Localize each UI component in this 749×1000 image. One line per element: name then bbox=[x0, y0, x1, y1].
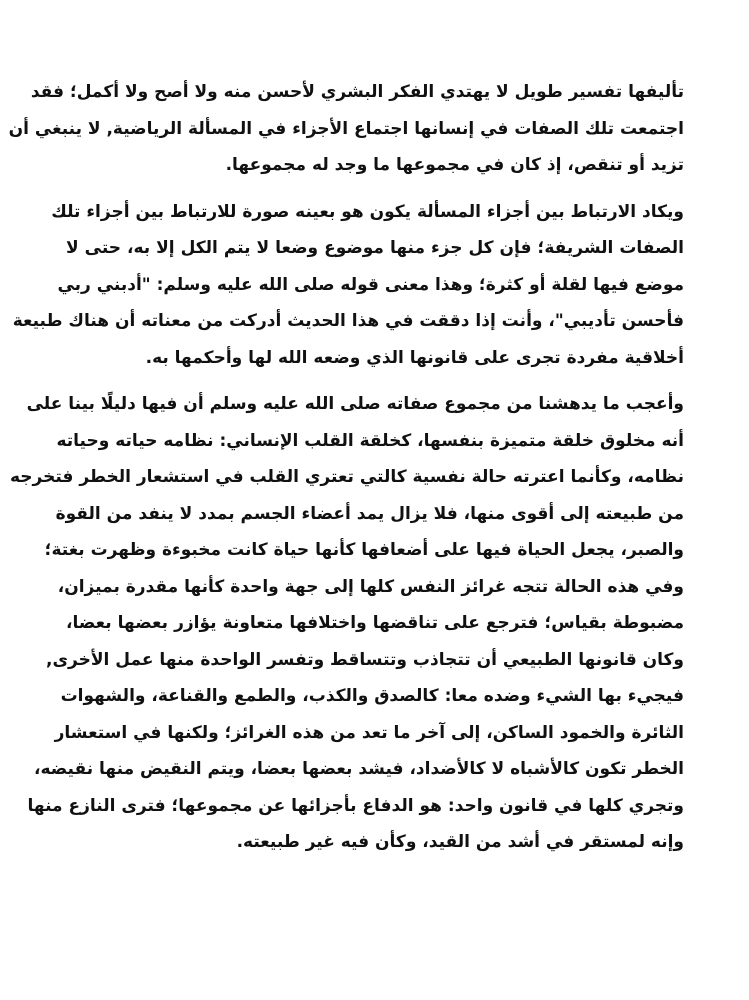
document-page bbox=[8, 74, 684, 871]
paragraph-line: مضبوطة بقياس؛ فترجع على تناقضها واختلافها متعاونة يؤازر بعضها بعضا، bbox=[66, 613, 684, 633]
paragraph-line: وتجري كلها في قانون واحد: هو الدفاع بأجزائها عن مجموعها؛ فترى النازع منها bbox=[27, 795, 684, 816]
paragraph-line: والصبر، يجعل الحياة فيها على أضعافها كأنها حياة كانت مخبوءة وظهرت بغتة؛ bbox=[44, 540, 684, 560]
paragraph-line: موضع فيها لقلة أو كثرة؛ وهذا معنى قوله صلى الله عليه وسلم: "أدبني ربي bbox=[57, 274, 684, 295]
paragraph-line: تأليفها تفسير طويل لا يهتدي الفكر البشري لأحسن منه ولا أصح ولا أكمل؛ فقد bbox=[30, 82, 684, 102]
paragraph-3 bbox=[9, 386, 684, 861]
paragraph-line: اجتمعت تلك الصفات في إنسانها اجتماع الأجزاء في المسألة الرياضية, لا ينبغي أن bbox=[8, 118, 684, 139]
paragraph-2 bbox=[12, 194, 684, 377]
paragraph-line: فيجيء بها الشيء وضده معا: كالصدق والكذب، والطمع والقناعة، والشهوات bbox=[60, 686, 684, 706]
paragraph-line: تزيد أو تنقص، إذ كان في مجموعها ما وجد له مجموعها. bbox=[225, 155, 684, 175]
paragraph-line: الثائرة والخمود الساكن، إلى آخر ما تعد من هذه الغرائز؛ ولكنها في استعشار bbox=[54, 722, 684, 743]
paragraph-line: من طبيعته إلى أقوى منها، فلا يزال يمد أعضاء الجسم بمدد لا ينفد من القوة bbox=[55, 503, 684, 524]
paragraph-line: الخطر تكون كالأشباه لا كالأضداد، فيشد بعضها بعضا، ويتم النقيض منها نقيضه، bbox=[34, 759, 684, 779]
paragraph-line: أنه مخلوق خلقة متميزة بنفسها، كخلقة القلب الإنساني: نظامه حياته وحياته bbox=[56, 430, 684, 451]
paragraph-line: فأحسن تأديبي"، وأنت إذا دققت في هذا الحديث أدركت من معناته أن هناك طبيعة bbox=[12, 311, 684, 331]
paragraph-line: وفي هذه الحالة تتجه غرائز النفس كلها إلى جهة واحدة كأنها مقدرة بميزان، bbox=[57, 576, 684, 597]
paragraph-line: ويكاد الارتباط بين أجزاء المسألة يكون هو بعينه صورة للارتباط بين أجزاء تلك bbox=[51, 201, 684, 222]
paragraph-line: أخلاقية مفردة تجرى على قانونها الذي وضعه الله لها وأحكمها به. bbox=[145, 347, 684, 368]
paragraph-line: الصفات الشريفة؛ فإن كل جزء منها موضوع وضعا لا يتم الكل إلا به، حتى لا bbox=[66, 238, 684, 258]
paragraph-1 bbox=[8, 74, 684, 184]
paragraph-line: وأعجب ما يدهشنا من مجموع صفاته صلى الله عليه وسلم أن فيها دليلًا بينا على bbox=[26, 394, 684, 414]
paragraph-line: وإنه لمستقر في أشد من القيد، وكأن فيه غير طبيعته. bbox=[236, 832, 684, 852]
paragraph-line: وكان قانونها الطبيعي أن تتجاذب وتتساقط وتفسر الواحدة منها عمل الأخرى, bbox=[46, 649, 684, 670]
paragraph-line: نظامه، وكأنما اعترته حالة نفسية كالتي تعتري القلب في استشعار الخطر فتخرجه bbox=[9, 467, 684, 487]
